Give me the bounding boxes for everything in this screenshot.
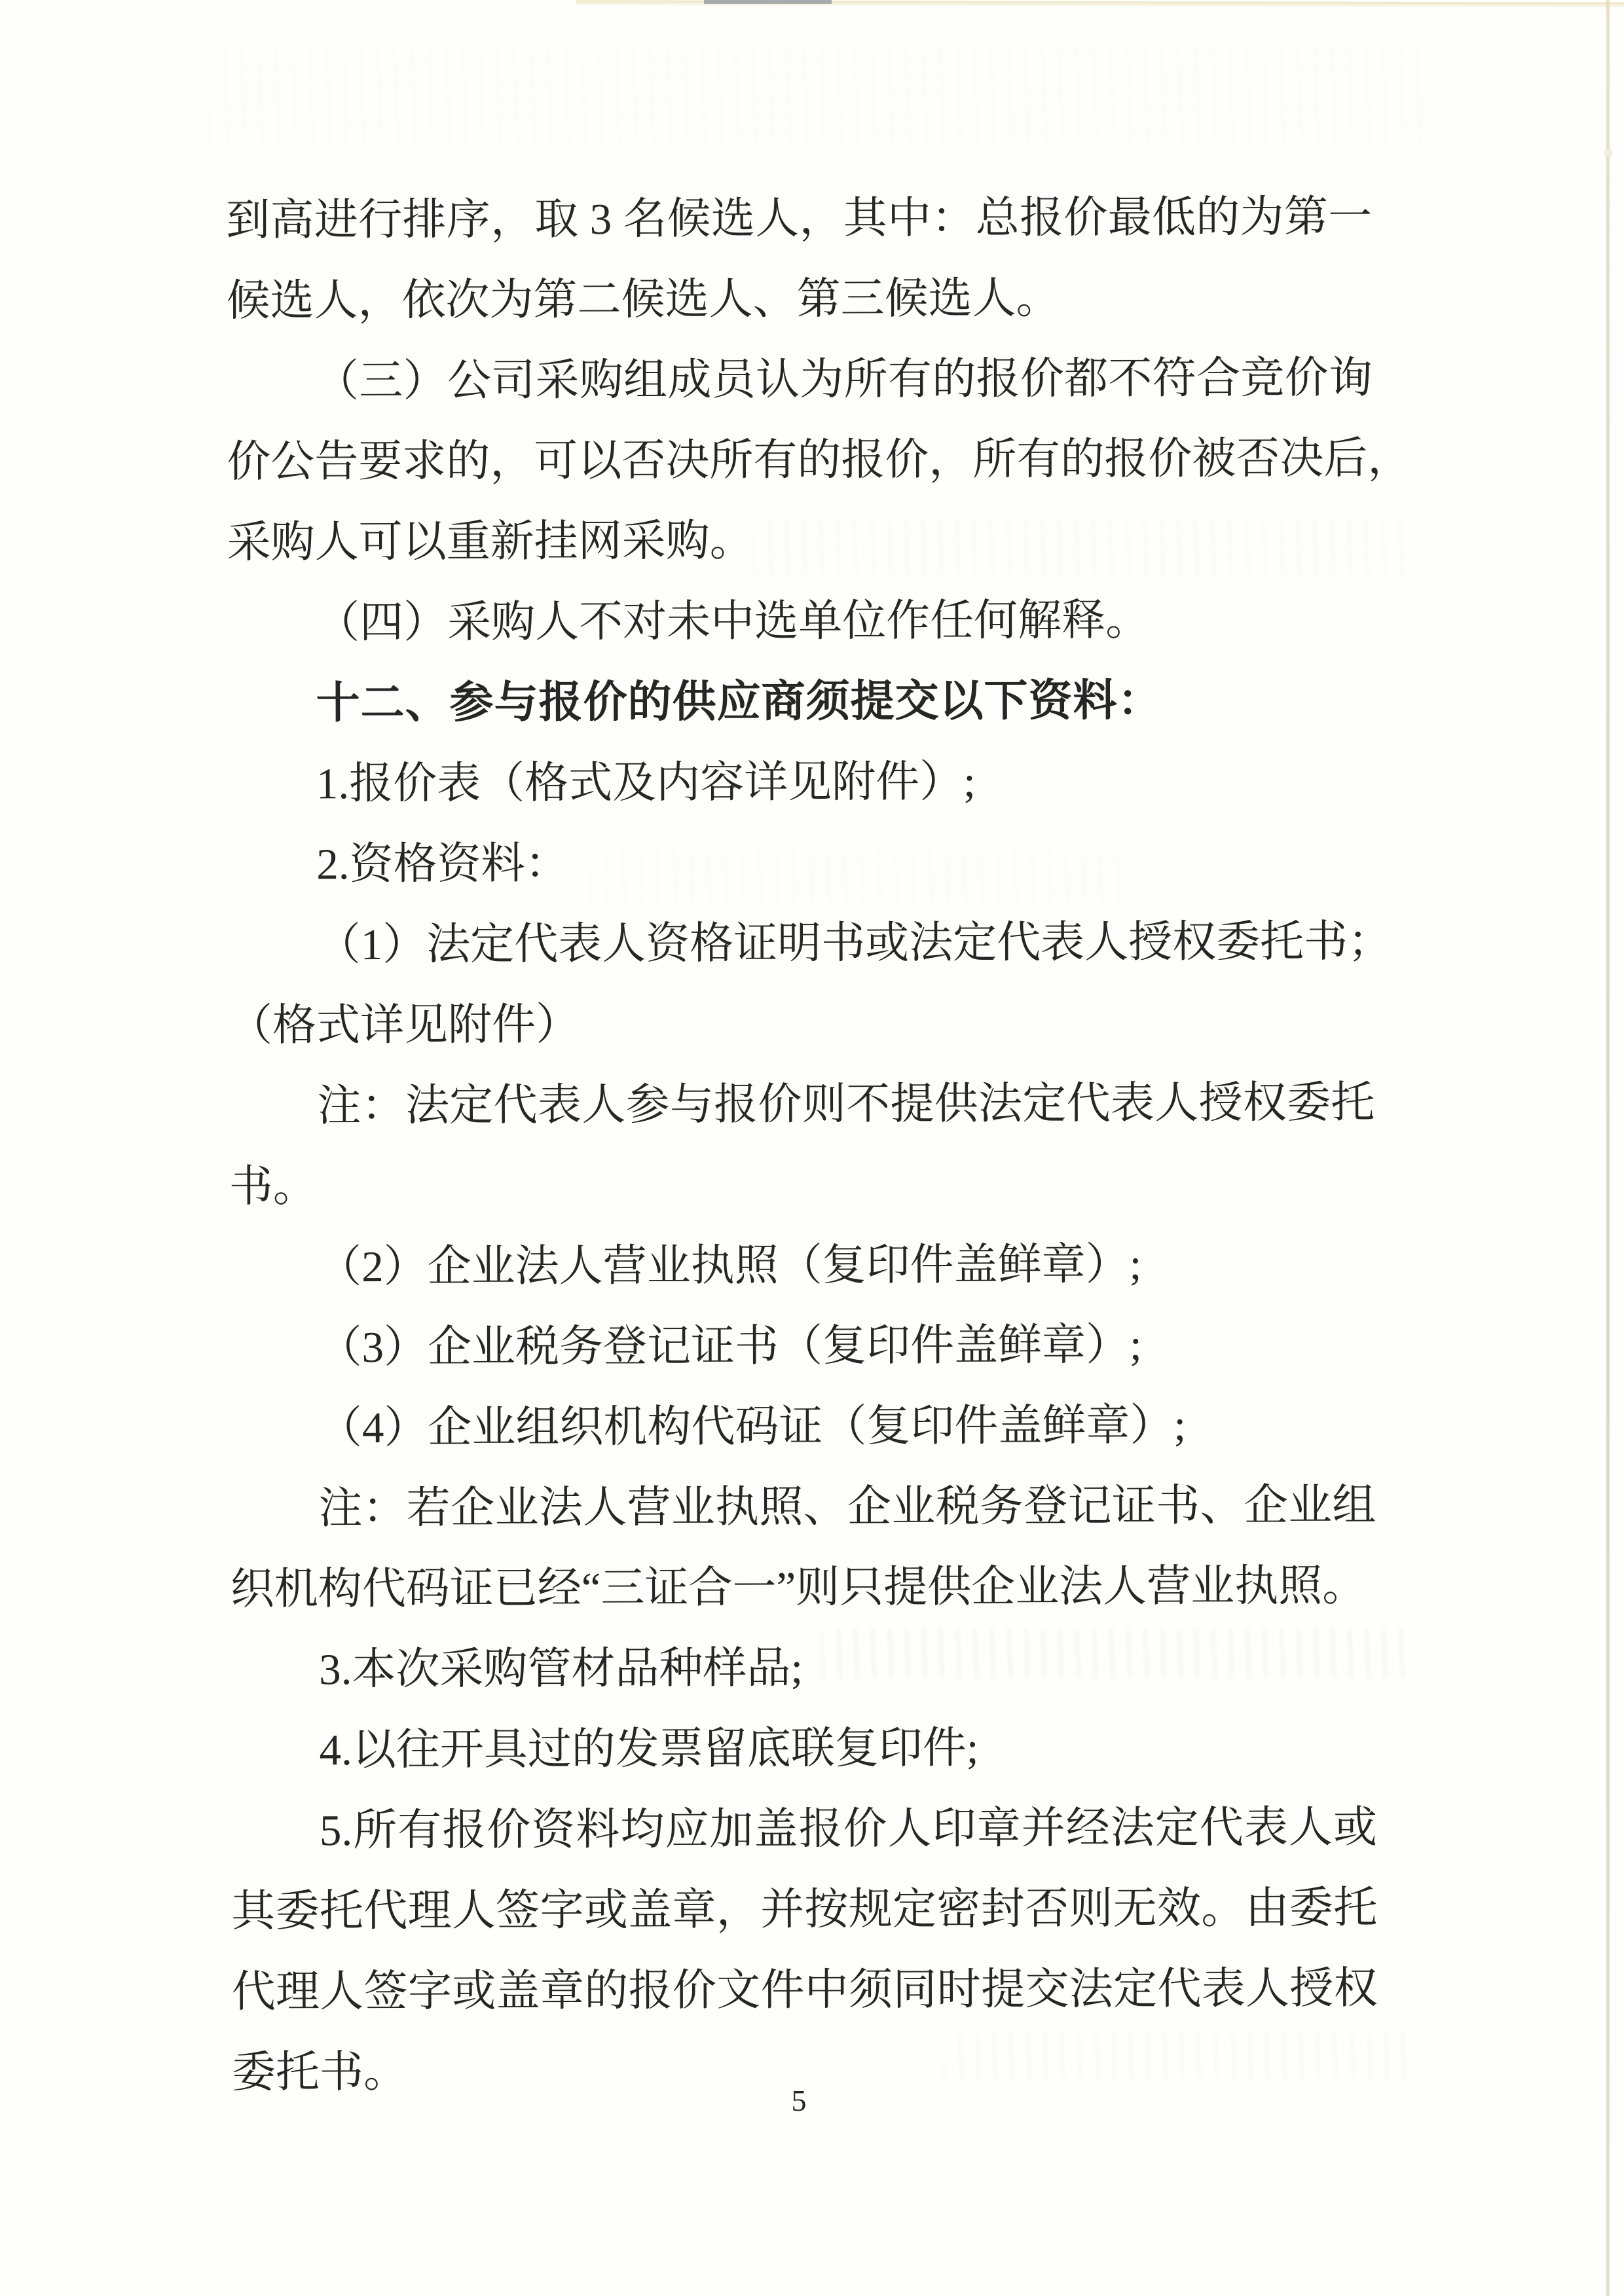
text-line: （三）公司采购组成员认为所有的报价都不符合竞价询 [314,354,1373,406]
text-line: 候选人，依次为第二候选人、第三候选人。 [226,274,1060,325]
text-line: 采购人可以重新挂网采购。 [227,517,754,567]
scan-artifact-right-notch [1604,149,1612,156]
text-line: （3）企业税务登记证书（复印件盖鲜章）; [318,1321,1142,1372]
text-block [226,177,1412,2113]
page-number: 5 [791,2084,807,2117]
text-line: （四）采购人不对未中选单位作任何解释。 [316,596,1150,647]
scan-artifact-right-edge [1606,0,1610,2296]
text-line: 2.资格资料： [316,839,569,889]
text-line: （2）企业法人营业执照（复印件盖鲜章）; [318,1240,1142,1292]
text-line: 3.本次采购管材品种样品; [319,1643,803,1694]
text-line: 书。 [229,1162,317,1211]
text-line: 5.所有报价资料均应加盖报价人印章并经法定代表人或 [319,1803,1378,1855]
text-line: 注：若企业法人营业执照、企业税务登记证书、企业组 [318,1481,1376,1533]
text-line: 1.报价表（格式及内容详见附件）; [316,757,976,809]
scan-artifact-top-gray-segment [704,0,832,4]
text-line: 委托书。 [231,2047,408,2097]
text-line: （1）法定代表人资格证明书或法定代表人授权委托书； [316,917,1392,970]
text-line: 代理人签字或盖章的报价文件中须同时提交法定代表人授权 [231,1964,1378,2016]
text-line: 其委托代理人签字或盖章，并按规定密封否则无效。由委托 [231,1884,1378,1936]
text-line: 4.以往开具过的发票留底联复印件; [319,1724,979,1775]
text-line: （格式详见附件） [228,1000,580,1050]
text-line: 注：法定代表人参与报价则不提供法定代表人授权委托 [317,1078,1375,1131]
text-line: 价公告要求的，可以否决所有的报价，所有的报价被否决后， [227,434,1412,486]
text-line: 织机构代码证已经“三证合一”则只提供企业法人营业执照。 [230,1561,1367,1614]
scan-artifact-bleedthrough [210,46,1421,144]
text-line: 到高进行排序，取 3 名候选人，其中：总报价最低的为第一 [226,192,1373,245]
text-line: （4）企业组织机构代码证（复印件盖鲜章）; [318,1401,1187,1453]
text-line: 十二、参与报价的供应商须提交以下资料： [316,676,1162,728]
